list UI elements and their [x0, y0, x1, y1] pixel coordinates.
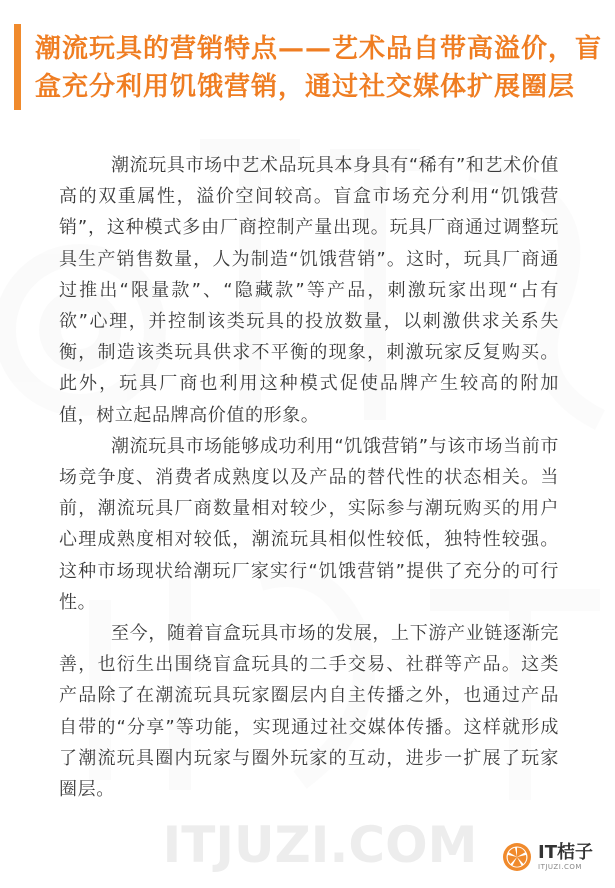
watermark-text: ITJUZI.COM	[162, 816, 478, 874]
paragraph-3: 至今，随着盲盒玩具市场的发展，上下游产业链逐渐完善，也衍生出围绕盲盒玩具的二手交易、社群等产品。这类产品除了在潮流玩具玩家圈层内自主传播之外，也通过产品自带的“分享”等功能，实现通过社交媒体传播。这样就形成了潮流玩具圈内玩家与圈外玩家的互动，进步一扩展了玩家圈层。	[59, 623, 559, 801]
orange-slice-icon	[502, 842, 532, 872]
article-body	[59, 150, 559, 805]
itjuzi-logo	[502, 842, 593, 872]
logo-domain: ITJUZI.COM	[538, 862, 582, 871]
header	[14, 24, 604, 110]
paragraph-2: 潮流玩具市场能够成功利用“饥饿营销”与该市场当前市场竞争度、消费者成熟度以及产品的替代性的状态相关。当前，潮流玩具厂商数量相对较少，实际参与潮玩购买的用户心理成熟度相对较低，潮流玩具相似性较低，独特性较强。这种市场现状给潮玩厂家实行“饥饿营销”提供了充分的可行性。	[59, 435, 559, 613]
logo-text	[538, 843, 593, 872]
logo-name: IT桔子	[538, 841, 593, 863]
title-accent-bar	[14, 24, 21, 110]
paragraph-1: 潮流玩具市场中艺术品玩具本身具有“稀有”和艺术价值高的双重属性，溢价空间较高。盲盒市场充分利用“饥饿营销”，这种模式多由厂商控制产量出现。玩具厂商通过调整玩具生产销售数量，人为制造“饥饿营销”。这时，玩具厂商通过推出“限量款”、“隐藏款”等产品，刺激玩家出现“占有欲”心理，并控制该类玩具的投放数量，以刺激供求关系失衡，制造该类玩具供求不平衡的现象，刺激玩家反复购买。此外，玩具厂商也利用这种模式促使品牌产生较高的附加值，树立起品牌高价值的形象。	[59, 155, 559, 426]
page-title: 潮流玩具的营销特点——艺术品自带高溢价，盲盒充分利用饥饿营销，通过社交媒体扩展圈层	[35, 34, 603, 102]
